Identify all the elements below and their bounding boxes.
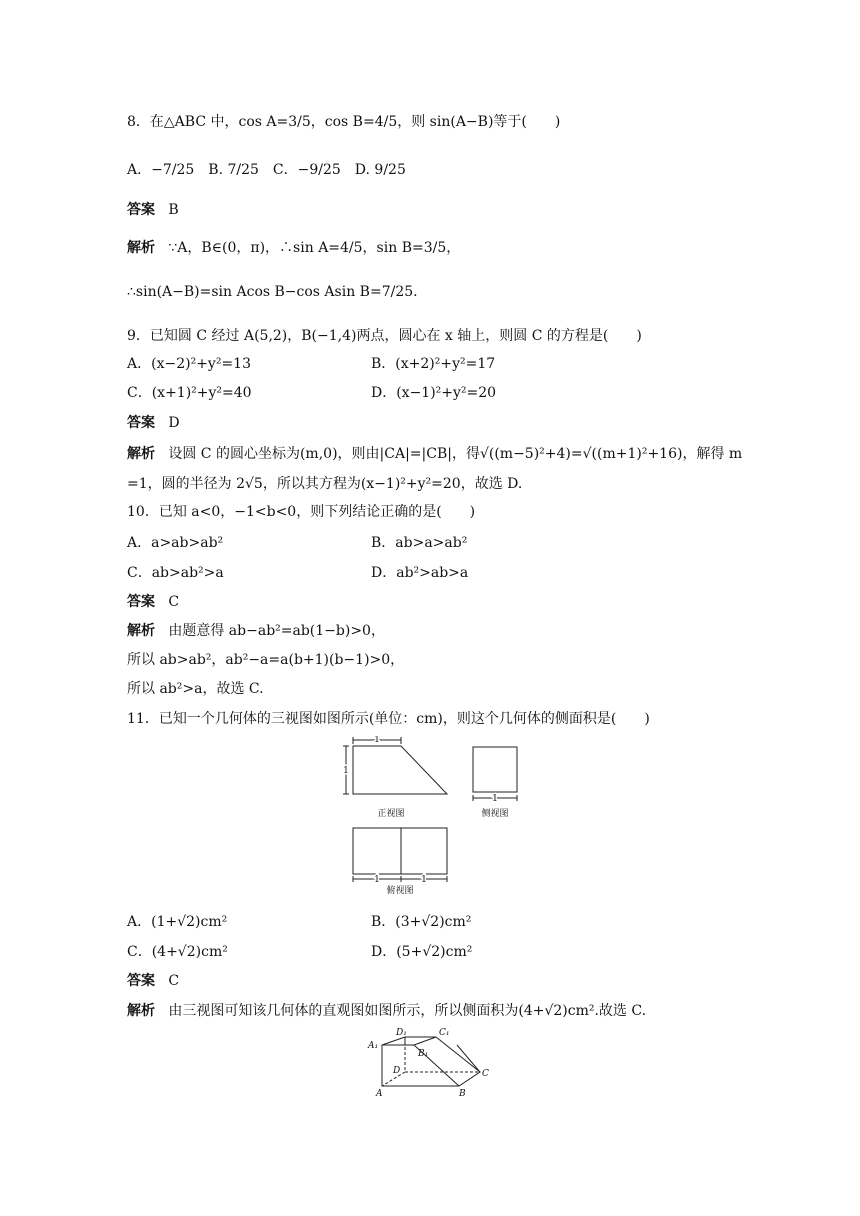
answer-value: C — [168, 973, 180, 989]
side-dim: 1 — [492, 794, 498, 804]
q11-option-c: C．(4+√2)cm² — [127, 944, 228, 960]
q8-analysis-line-1 — [127, 238, 460, 258]
q10-option-b: B．ab>a>ab² — [371, 535, 468, 551]
side-view-label: 侧视图 — [481, 809, 509, 819]
three-view-figure — [330, 736, 530, 886]
answer-label: 答案 — [127, 973, 155, 989]
vertex-b: B — [459, 1089, 466, 1099]
analysis-label: 解析 — [127, 446, 155, 462]
q11-stem: 11．已知一个几何体的三视图如图所示(单位：cm)，则这个几何体的侧面积是( ) — [127, 711, 650, 727]
vertex-c: C — [482, 1069, 489, 1079]
front-view-label: 正视图 — [377, 809, 405, 819]
vertex-a: A — [376, 1089, 383, 1099]
front-view-shape — [353, 746, 447, 794]
q10-stem: 10．已知 a<0，−1<b<0，则下列结论正确的是( ) — [127, 504, 476, 520]
q10-analysis-line-2: 所以 ab>ab²，ab²−a=a(b+1)(b−1)>0， — [127, 652, 405, 668]
analysis-label: 解析 — [127, 623, 155, 639]
q9-analysis-line-1 — [127, 444, 742, 464]
q9-option-d: D．(x−1)²+y²=20 — [371, 385, 497, 401]
q11-option-d: D．(5+√2)cm² — [371, 944, 473, 960]
answer-label: 答案 — [127, 415, 155, 431]
q9-stem: 9．已知圆 C 经过 A(5,2)，B(−1,4)两点，圆心在 x 轴上，则圆 C 的方程是( ) — [127, 328, 642, 344]
analysis-text: 设圆 C 的圆心坐标为(m,0)，则由|CA|=|CB|，得√((m−5)²+4)=√((m+1)²+16)，解得 m — [168, 446, 743, 462]
q11-option-a: A．(1+√2)cm² — [127, 914, 228, 930]
q10-analysis-line-3: 所以 ab²>a，故选 C. — [127, 681, 264, 697]
top-dim-left: 1 — [374, 875, 380, 885]
analysis-label: 解析 — [127, 240, 155, 256]
front-top-dim: 1 — [374, 736, 380, 745]
answer-value: D — [168, 415, 180, 431]
q10-option-c: C．ab>ab²>a — [127, 565, 224, 581]
side-view-shape — [473, 747, 517, 792]
solid-figure — [366, 1028, 496, 1100]
answer-label: 答案 — [127, 202, 155, 218]
vertex-d: D — [393, 1066, 401, 1076]
q11-answer-line — [127, 971, 179, 991]
top-view-shape — [353, 828, 447, 874]
top-view-label: 俯视图 — [386, 886, 414, 896]
q9-option-b: B．(x+2)²+y²=17 — [371, 356, 496, 372]
q8-answer-line — [127, 200, 179, 220]
answer-value: C — [168, 594, 180, 610]
answer-label: 答案 — [127, 594, 155, 610]
q9-answer-line — [127, 413, 180, 433]
q11-analysis-line-1 — [127, 1001, 646, 1021]
analysis-text: 由三视图可知该几何体的直观图如图所示，所以侧面积为(4+√2)cm².故选 C. — [168, 1003, 647, 1019]
analysis-text: ∵A，B∈(0，π)，∴sin A=4/5，sin B=3/5， — [168, 240, 461, 256]
vertex-d1: D₁ — [396, 1028, 407, 1038]
vertex-c1: C₁ — [439, 1028, 450, 1038]
q8-stem: 8．在△ABC 中，cos A=3/5，cos B=4/5，则 sin(A−B)等于( ) — [127, 114, 561, 130]
analysis-label: 解析 — [127, 1003, 155, 1019]
q9-analysis-line-2: =1，圆的半径为 2√5，所以其方程为(x−1)²+y²=20，故选 D. — [127, 476, 523, 492]
answer-value: B — [168, 202, 179, 218]
front-left-dim: 1 — [343, 766, 349, 776]
q11-option-b: B．(3+√2)cm² — [371, 914, 472, 930]
q10-answer-line — [127, 592, 179, 612]
q8-analysis-line-2: ∴sin(A−B)=sin Acos B−cos Asin B=7/25. — [127, 284, 418, 300]
vertex-a1: A₁ — [368, 1041, 379, 1051]
vertex-b1: B₁ — [418, 1049, 429, 1059]
q10-analysis-line-1 — [127, 621, 385, 641]
analysis-text: 由题意得 ab−ab²=ab(1−b)>0， — [168, 623, 385, 639]
q10-option-a: A．a>ab>ab² — [127, 535, 224, 551]
q9-option-c: C．(x+1)²+y²=40 — [127, 385, 252, 401]
q9-option-a: A．(x−2)²+y²=13 — [127, 356, 251, 372]
top-dim-right: 1 — [421, 875, 427, 885]
q10-option-d: D．ab²>ab>a — [371, 565, 469, 581]
q8-options: A．−7/25 B. 7/25 C．−9/25 D. 9/25 — [127, 162, 406, 178]
